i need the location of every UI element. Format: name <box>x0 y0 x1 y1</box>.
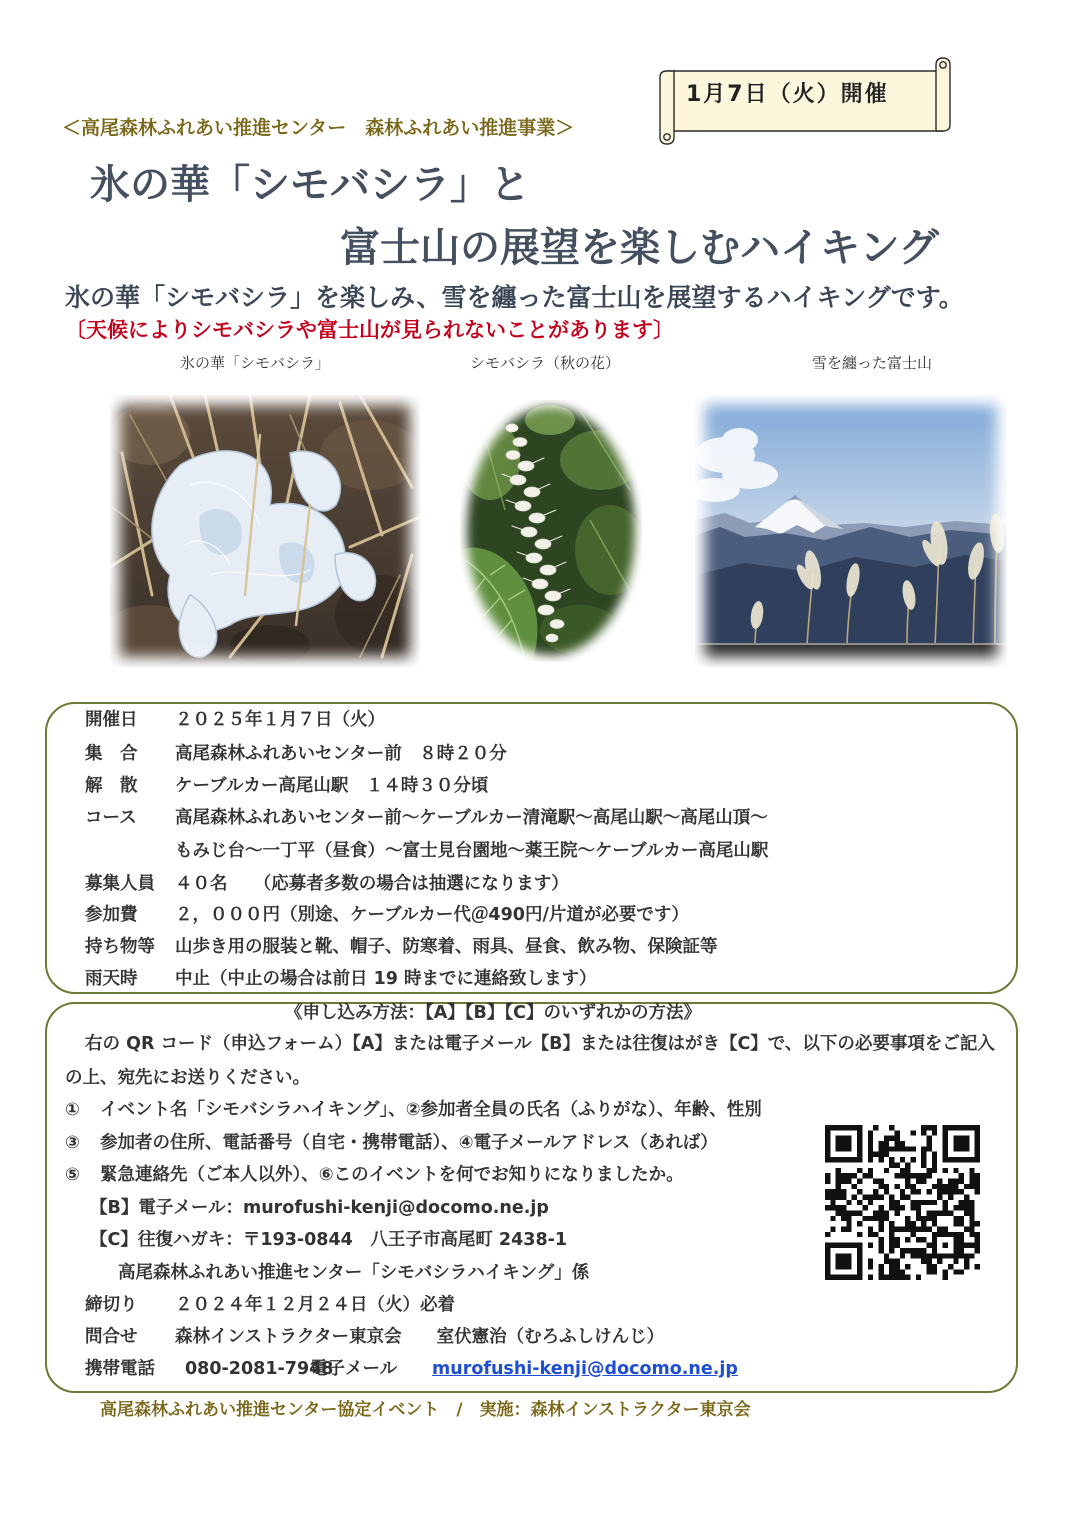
qr-code[interactable] <box>825 1125 980 1280</box>
required-item-marker: ⑤ <box>65 1165 80 1185</box>
required-item-marker: ③ <box>65 1133 80 1153</box>
contact-email-link[interactable]: murofushi-kenji@docomo.ne.jp <box>432 1359 738 1379</box>
contact-value: 森林インストラクター東京会 室伏憲治（むろふしけんじ） <box>175 1327 665 1347</box>
detail-label-capacity: 募集人員 <box>85 874 155 894</box>
detail-value-date: ２０２５年１月７日（火） <box>175 710 385 730</box>
photo-caption-ice-flower: 氷の華「シモバシラ」 <box>179 354 330 372</box>
detail-value-fee: ２，０００円（別途、ケーブルカー代＠490円/片道が必要です） <box>175 905 689 925</box>
organizer-line: ＜高尾森林ふれあい推進センター 森林ふれあい推進事業＞ <box>62 117 575 139</box>
detail-label-meeting: 集 合 <box>85 744 138 764</box>
application-qr-code[interactable] <box>825 1125 980 1280</box>
detail-label-rain: 雨天時 <box>85 969 138 989</box>
detail-value-rain: 中止（中止の場合は前日 19 時までに連絡致します） <box>175 969 597 989</box>
application-intro-line2: の上、宛先にお送りください。 <box>65 1068 310 1088</box>
detail-label-fee: 参加費 <box>85 905 138 925</box>
detail-value-capacity: ４０名 （応募者多数の場合は抽選になります） <box>175 874 569 894</box>
mount-fuji-photo <box>695 395 1007 667</box>
detail-label-course: コース <box>85 808 137 828</box>
detail-value-dismissal: ケーブルカー高尾山駅 １４時３０分頃 <box>175 776 489 796</box>
deadline-value: ２０２４年１２月２４日（火）必着 <box>175 1295 455 1315</box>
required-item-text: イベント名「シモバシラハイキング」、②参加者全員の氏名（ふりがな）、年齢、性別 <box>100 1100 762 1120</box>
postcard-addressee: 高尾森林ふれあい推進センター「シモバシラハイキング」係 <box>118 1263 590 1283</box>
detail-value-course-line2: もみじ台～一丁平（昼食）～富士見台園地～薬王院～ケーブルカー高尾山駅 <box>175 841 769 861</box>
event-description: 氷の華「シモバシラ」を楽しみ、雪を纏った富士山を展望するハイキングです。 <box>65 283 964 312</box>
detail-label-date: 開催日 <box>85 710 138 730</box>
phone-label: 携帯電話 <box>85 1359 155 1379</box>
detail-value-meeting: 高尾森林ふれあいセンター前 ８時２０分 <box>175 744 507 764</box>
contact-label: 問合せ <box>85 1327 138 1347</box>
shimobashira-flower-photo <box>460 400 642 662</box>
application-heading: 《申し込み方法：【A】【B】【C】のいずれかの方法》 <box>285 1003 701 1023</box>
postcard-method: 【C】往復ハガキ：〒193-0844 八王子市高尾町 2438-1 <box>90 1230 568 1250</box>
application-intro-line1: 右の QR コード（申込フォーム）【A】または電子メール【B】または往復はがき【C】で、以下の必要事項をご記入 <box>85 1034 995 1054</box>
event-date-label: 1月7日（火）開催 <box>686 82 889 107</box>
detail-label-belongings: 持ち物等 <box>85 937 155 957</box>
page-title-line1: 氷の華「シモバシラ」と <box>90 162 530 208</box>
detail-label-dismissal: 解 散 <box>85 776 138 796</box>
deadline-label: 締切り <box>85 1295 138 1315</box>
photo-caption-shimobashira-flower: シモバシラ（秋の花） <box>469 354 620 372</box>
photo-caption-mount-fuji: 雪を纏った富士山 <box>811 354 932 372</box>
ice-flower-photo <box>110 395 420 667</box>
detail-value-course-line1: 高尾森林ふれあいセンター前～ケーブルカー清滝駅～高尾山駅～高尾山頂～ <box>175 808 768 828</box>
footer-credit: 高尾森林ふれあい推進センター協定イベント / 実施：森林インストラクター東京会 <box>100 1400 751 1420</box>
email-method: 【B】電子メール：murofushi-kenji@docomo.ne.jp <box>90 1198 549 1218</box>
contact-email-label: 電子メール <box>310 1359 398 1379</box>
weather-notice: 〔天候によりシモバシラや富士山が見られないことがあります〕 <box>65 318 674 342</box>
required-item-marker: ① <box>65 1100 80 1120</box>
required-item-text: 緊急連絡先（ご本人以外）、⑥このイベントを何でお知りになりましたか。 <box>100 1165 684 1185</box>
page-title-line2: 富士山の展望を楽しむハイキング <box>340 225 939 271</box>
phone-number: 080-2081-7948 <box>185 1359 334 1379</box>
detail-value-belongings: 山歩き用の服装と靴、帽子、防寒着、雨具、昼食、飲み物、保険証等 <box>175 937 718 957</box>
required-item-text: 参加者の住所、電話番号（自宅・携帯電話）、④電子メールアドレス（あれば） <box>100 1133 718 1153</box>
